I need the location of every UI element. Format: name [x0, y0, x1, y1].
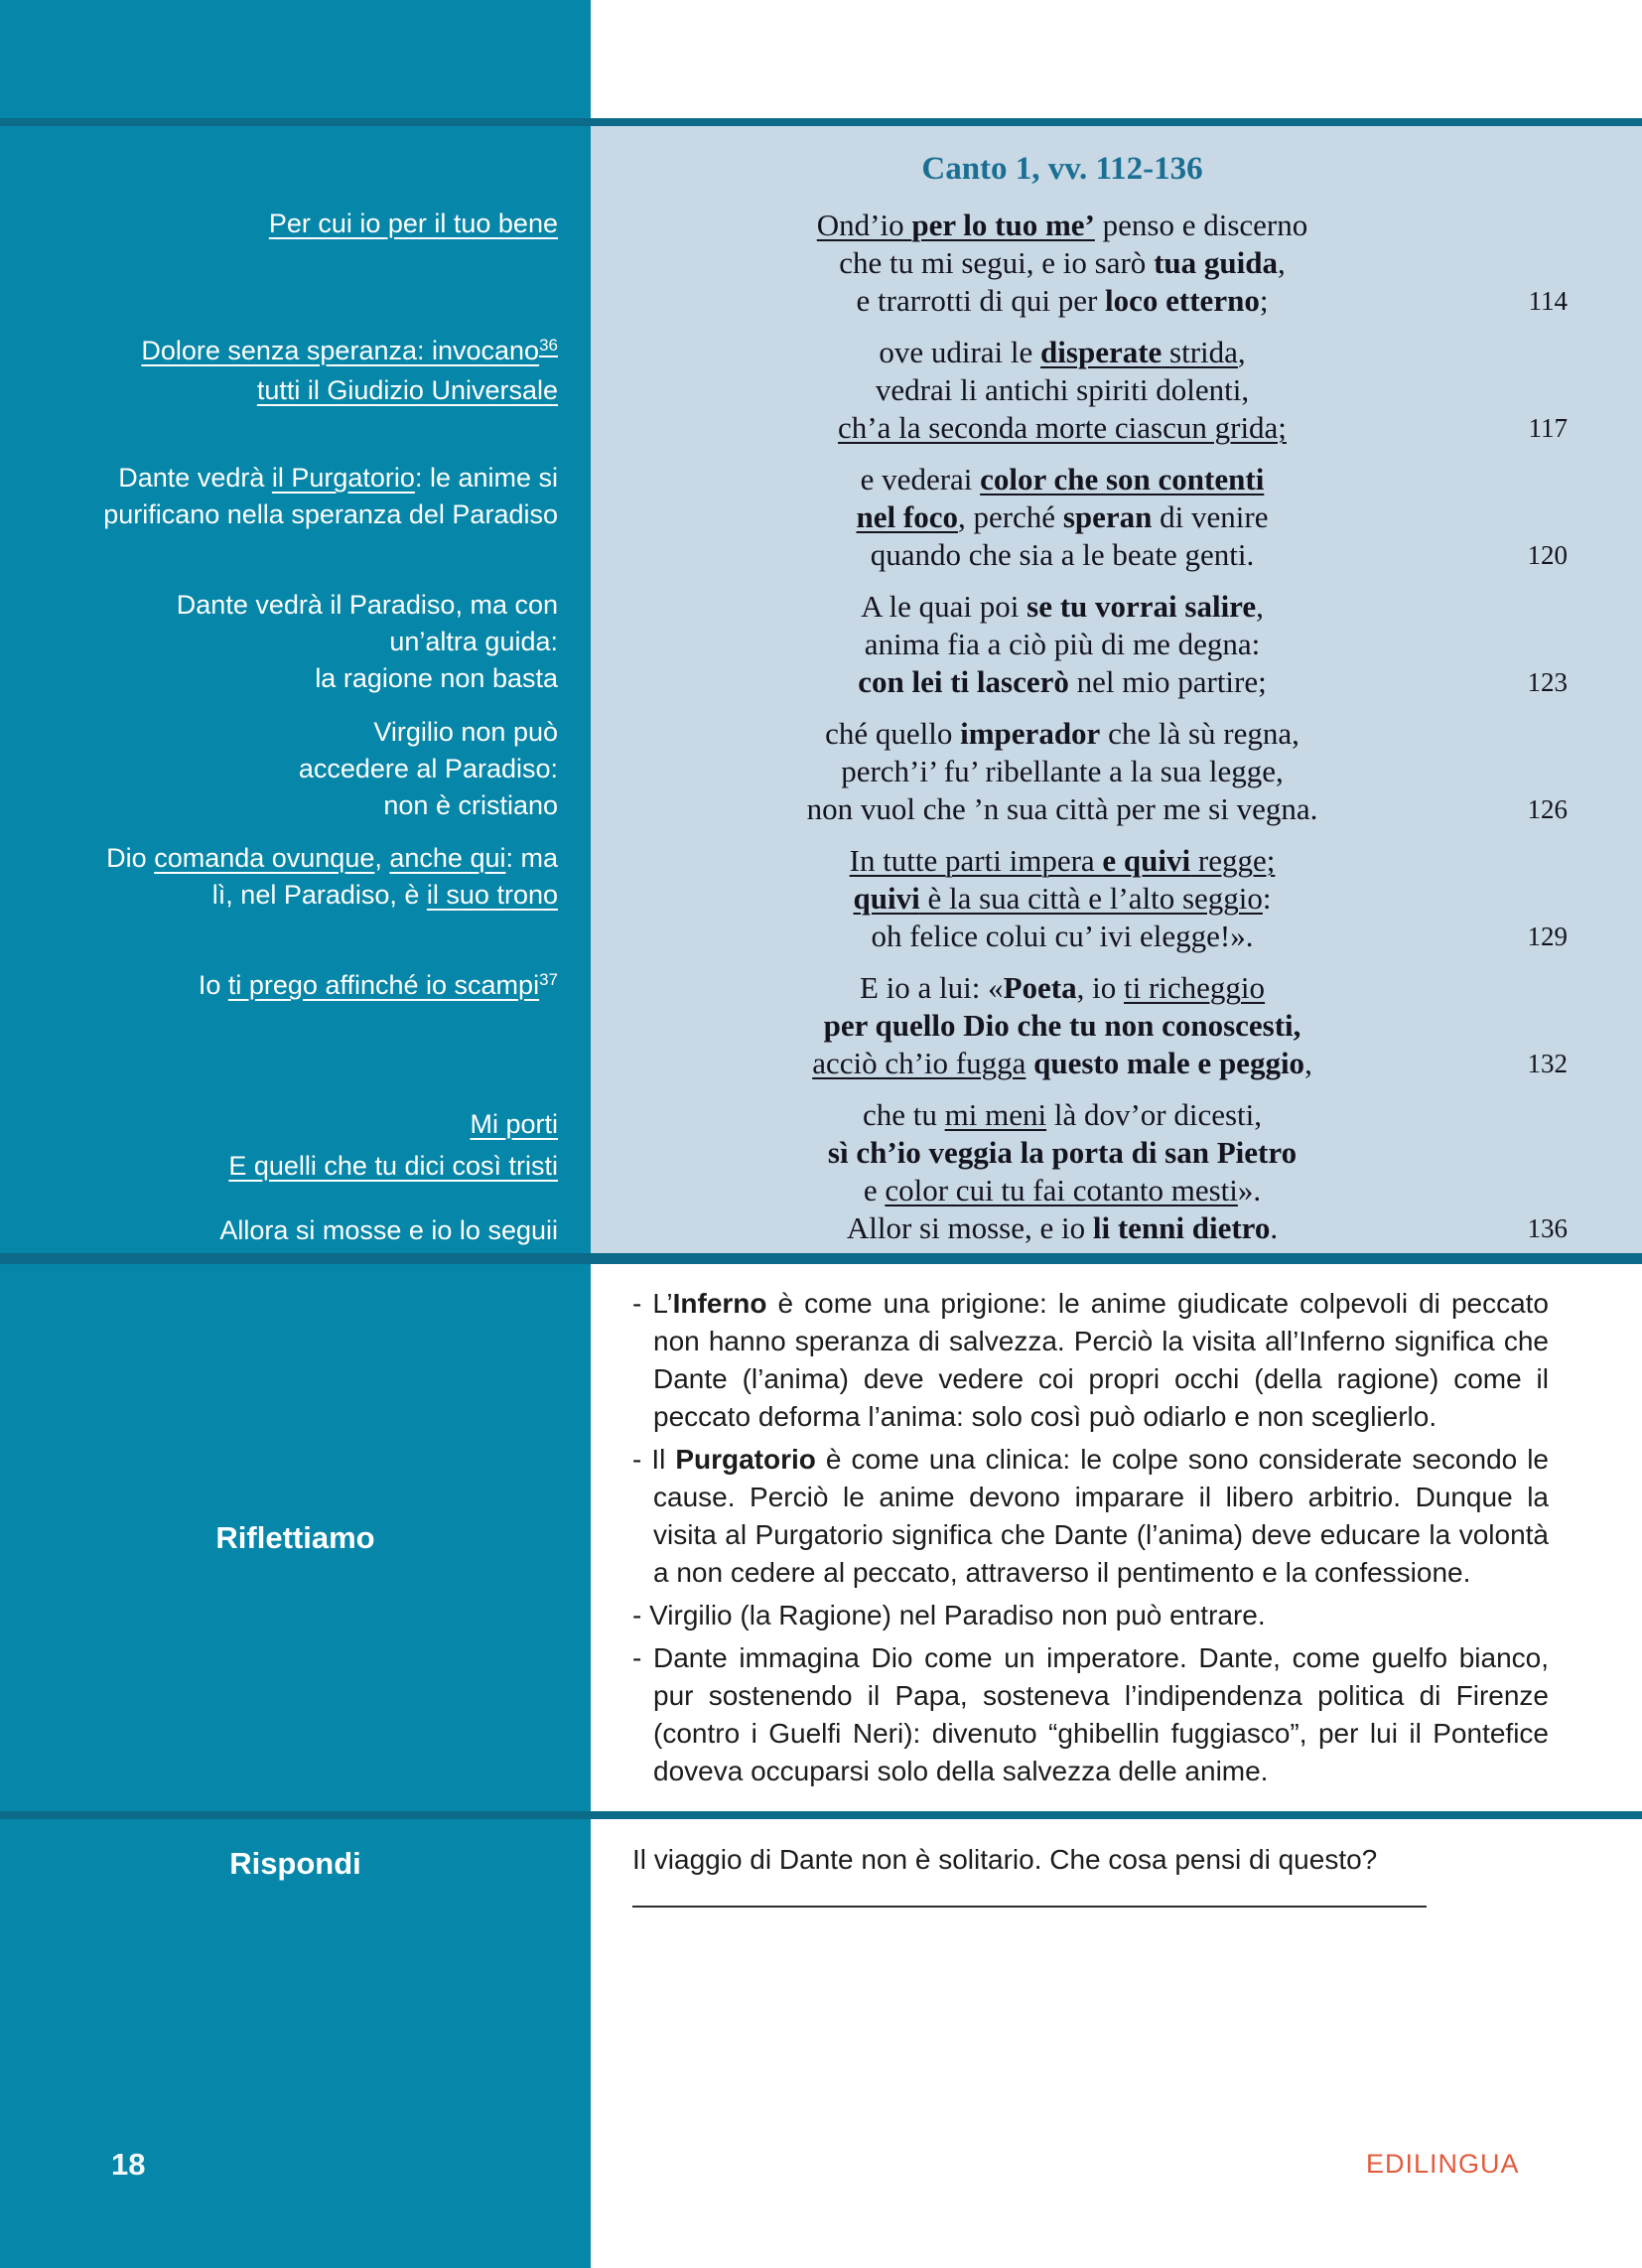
text-segment: tua guida [1154, 245, 1278, 280]
text-segment: Mi porti [470, 1109, 558, 1139]
verse-line [591, 1134, 1534, 1172]
sidebar-paraphrase-line [40, 333, 558, 372]
text-segment: che là sù regna, [1100, 716, 1300, 751]
text-segment: , [1277, 245, 1286, 280]
answer-write-line [632, 1906, 1427, 1908]
verse-line [591, 244, 1534, 282]
verse-line [591, 536, 1534, 574]
verse-line [591, 282, 1534, 320]
text-segment: anima fia a ciò più di me degna: [864, 627, 1261, 661]
text-segment [1026, 1046, 1033, 1080]
riflettiamo-bullet: - Il Purgatorio è come una clinica: le colpe sono considerate secondo le cause. Perciò le anime devono imparare il libero arbitrio. Dunque la visita al Purgatorio significa che Dante (l’anima) deve educare la volontà a non cedere al peccato, attraverso il pentimento e la confessione. [632, 1444, 1550, 1588]
text-segment: , perché [957, 499, 1063, 534]
text-segment: che tu [862, 1097, 945, 1132]
text-segment: Dio [106, 843, 155, 873]
tercet [591, 842, 1568, 955]
riflettiamo-bullet: - Virgilio (la Ragione) nel Paradiso non può entrare. [632, 1600, 1266, 1630]
sidebar-paraphrase [40, 714, 558, 824]
text-segment: : le anime si [414, 463, 558, 493]
text-segment: imperador [960, 716, 1101, 751]
text-segment: , [1304, 1046, 1312, 1080]
verse-line [591, 1045, 1534, 1082]
poem-column [591, 126, 1568, 1261]
text-segment: nel mio partire; [1068, 664, 1267, 699]
text-segment: ». [1237, 1173, 1262, 1207]
tercet [591, 969, 1568, 1082]
verse-line [591, 409, 1534, 447]
text-segment: strida [1162, 335, 1238, 369]
verse-line [591, 626, 1534, 663]
text-segment: lì, nel Paradiso, è [211, 880, 427, 910]
text-segment: Dante vedrà [118, 463, 272, 493]
text-segment: acciò ch’io fugga [812, 1046, 1026, 1080]
text-segment: e trarrotti di qui per [856, 283, 1106, 318]
rispondi-divider-rule [0, 1811, 1642, 1819]
text-segment: di venire [1152, 499, 1269, 534]
riflettiamo-notes [632, 1285, 1549, 1795]
top-divider-rule [0, 118, 1642, 126]
text-segment: non vuol che ’n sua città per me si vegna. [806, 791, 1318, 826]
sidebar-paraphrase [40, 1148, 558, 1185]
verse-line [591, 715, 1534, 753]
verse-number: 126 [1527, 794, 1568, 824]
verse-line [591, 753, 1534, 790]
text-segment: accedere al Paradiso: [298, 754, 558, 783]
text-segment: ch’a la seconda morte ciascun grida; [838, 410, 1287, 445]
verse-number: 129 [1527, 921, 1568, 951]
verse-number: 123 [1527, 667, 1568, 697]
tercet [591, 1096, 1568, 1247]
text-segment: . [1270, 1210, 1279, 1245]
rispondi-label: Rispondi [229, 1846, 361, 1881]
verse-number: 120 [1527, 540, 1568, 570]
sidebar-paraphrase [40, 333, 558, 409]
riflettiamo-bullet: - L’Inferno è come una prigione: le anime giudicate colpevoli di peccato non hanno speranza di salvezza. Perciò la visita all’Inferno significa che Dante (l’anima) deve vedere coi propri occhi (della ragione) come il peccato deforma l’anima: solo così può odiarlo e non sceglierlo. [632, 1288, 1550, 1432]
text-segment: oh felice colui cu’ ivi elegge!». [871, 919, 1254, 953]
verse-line [591, 842, 1534, 880]
text-segment: Per cui io per il tuo bene [268, 209, 558, 238]
text-segment: : [1262, 881, 1272, 916]
sidebar-paraphrase-line [40, 877, 558, 914]
text-segment: che tu mi segui, e io sarò [839, 245, 1155, 280]
text-segment: A le quai poi [861, 589, 1027, 624]
sidebar-paraphrase-line [40, 587, 558, 624]
verse-number: 136 [1527, 1213, 1568, 1243]
sidebar-paraphrase [40, 587, 558, 697]
verse-number: 114 [1528, 286, 1568, 316]
text-segment: se tu vorrai salire [1026, 589, 1257, 624]
text-segment: vedrai li antichi spiriti dolenti, [875, 372, 1250, 407]
text-segment: : ma [505, 843, 558, 873]
text-segment: , [1237, 335, 1246, 369]
sidebar-paraphrase [40, 967, 558, 1007]
sidebar-paraphrase [40, 460, 558, 533]
sidebar-paraphrase-line [40, 1212, 558, 1249]
text-segment: color che son contenti [980, 462, 1265, 496]
text-segment: anche qui [389, 843, 506, 873]
sidebar-paraphrase-line [40, 372, 558, 409]
text-segment: è come una clinica: le colpe sono considerate secondo le cause. Perciò le anime devono imparare il libero arbitrio. Dunque la visita al Purgatorio significa che Dante (l’anima) deve educare la volontà a non cedere al peccato, attraverso il pentimento e la confessione. [653, 1444, 1550, 1588]
text-segment: e quivi [1102, 843, 1191, 878]
sidebar-paraphrase [40, 840, 558, 914]
verse-line [591, 1209, 1534, 1247]
verse-line [591, 1007, 1534, 1045]
text-segment: il Purgatorio [271, 463, 415, 493]
verse-line [591, 461, 1534, 498]
text-segment: Purgatorio [675, 1444, 816, 1475]
verse-line [591, 1172, 1534, 1209]
text-segment: è la sua città e l’alto seggio [919, 881, 1263, 916]
sidebar-paraphrase-line [40, 496, 558, 533]
text-segment: quivi [853, 881, 920, 916]
text-segment: nel foco [856, 499, 958, 534]
verse-line [591, 1096, 1534, 1134]
sidebar-paraphrase-line [40, 1148, 558, 1185]
sidebar-paraphrase [40, 1212, 558, 1249]
verse-line [591, 969, 1534, 1007]
tercet [591, 588, 1568, 701]
text-segment: questo male e peggio [1033, 1046, 1305, 1080]
text-segment: regge; [1190, 843, 1276, 878]
text-segment: Virgilio non può [373, 717, 558, 747]
sidebar-paraphrase-line [40, 460, 558, 496]
text-segment: la ragione non basta [315, 663, 558, 693]
text-segment: ti richeggio [1124, 970, 1266, 1005]
verse-line [591, 371, 1534, 409]
text-segment: 37 [539, 970, 558, 989]
text-segment: per quello Dio che tu non conoscesti, [823, 1008, 1301, 1043]
sidebar-paraphrase-line [40, 840, 558, 877]
text-segment: ; [1259, 283, 1269, 318]
text-segment: disperate [1040, 335, 1163, 369]
sidebar-paraphrase [40, 206, 558, 242]
text-segment: purificano nella speranza del Paradiso [103, 499, 558, 529]
riflettiamo-label: Riflettiamo [215, 1520, 375, 1555]
text-segment: , [374, 843, 390, 873]
text-segment: comanda ovunque [154, 843, 375, 873]
riflettiamo-bullet: - Dante immagina Dio come un imperatore. Dante, come guelfo bianco, pur sostenendo il Papa, sosteneva l’indipendenza politica di Firenze (contro i Guelfi Neri): divenuto “ghibellin fuggiasco”, per lui il Pontefice doveva occuparsi solo della salvezza delle anime. [632, 1642, 1549, 1786]
text-segment: tutti il Giudizio Universale [256, 375, 558, 405]
text-segment: ove udirai le [879, 335, 1041, 369]
text-segment: e vederai [860, 462, 981, 496]
text-segment: In tutte parti impera [849, 843, 1103, 878]
text-segment: Allor si mosse, e io [846, 1210, 1093, 1245]
sidebar-paraphrase-line [40, 624, 558, 660]
sidebar-paraphrase-line [40, 660, 558, 697]
text-segment: Dante immagina Dio come un imperatore. Dante, come guelfo bianco, pur sostenendo il Papa, sosteneva l’indipendenza politica di Firenze (contro i Guelfi Neri): divenuto “ghibellin fuggiasco”, per lui il Pontefice doveva occuparsi solo della salvezza delle anime. [653, 1642, 1549, 1786]
text-segment: il suo trono [426, 880, 558, 910]
text-segment: Dante vedrà il Paradiso, ma con [176, 590, 558, 620]
sidebar-paraphrase-line [40, 206, 558, 242]
sidebar-paraphrase [40, 1106, 558, 1143]
text-segment: un’altra guida: [389, 627, 558, 656]
text-segment: sì ch’io veggia la porta di san Pietro [827, 1135, 1298, 1170]
text-segment: non è cristiano [383, 790, 558, 820]
text-segment: loco etterno [1105, 283, 1260, 318]
sidebar-paraphrase-line [40, 1106, 558, 1143]
text-segment: E quelli che tu dici così tristi [228, 1151, 558, 1181]
text-segment: mi meni [944, 1097, 1047, 1132]
text-segment: li tenni dietro [1092, 1210, 1271, 1245]
text-segment: Ond’io [816, 208, 912, 242]
tercet [591, 715, 1568, 828]
sidebar-paraphrase-line [40, 714, 558, 751]
text-segment: quando che sia a le beate genti. [870, 537, 1255, 572]
text-segment: speran [1062, 499, 1153, 534]
text-segment: è come una prigione: le anime giudicate colpevoli di peccato non hanno speranza di salvezza. Perciò la visita all’Inferno significa che Dante (l’anima) deve vedere coi propri occhi (della ragione) come il peccato deforma l’anima: solo così può odiarlo e non sceglierlo. [653, 1288, 1550, 1432]
text-segment: Poeta [1003, 970, 1077, 1005]
verse-line [591, 498, 1534, 536]
text-segment: color cui tu fai cotanto mesti [885, 1173, 1238, 1207]
verse-line [591, 588, 1534, 626]
verse-line [591, 790, 1534, 828]
text-segment: , io [1076, 970, 1124, 1005]
verse-line [591, 918, 1534, 955]
tercet [591, 461, 1568, 574]
text-segment: perch’i’ fu’ ribellante a la sua legge, [841, 754, 1284, 788]
verse-number: 117 [1528, 413, 1568, 443]
text-segment: ché quello [825, 716, 961, 751]
verse-line [591, 334, 1534, 371]
text-segment: per lo tuo me’ [911, 208, 1095, 242]
text-segment: Inferno [672, 1288, 767, 1319]
verse-line [591, 663, 1534, 701]
text-segment: con lei ti lascerò [858, 664, 1069, 699]
text-segment: , [1256, 589, 1264, 624]
text-segment: Dolore senza speranza: invocano [141, 336, 540, 365]
verse-line [591, 207, 1534, 244]
sidebar-paraphrase-line [40, 967, 558, 1007]
text-segment: 36 [539, 336, 558, 354]
text-segment: Virgilio (la Ragione) nel Paradiso non può entrare. [649, 1600, 1266, 1630]
sidebar-paraphrase-line [40, 787, 558, 824]
text-segment: Allora si mosse e io lo seguii [219, 1215, 558, 1245]
rispondi-question: Il viaggio di Dante non è solitario. Che cosa pensi di questo? [632, 1844, 1378, 1875]
text-segment: Il [651, 1444, 676, 1475]
tercet [591, 334, 1568, 447]
poem-title: Canto 1, vv. 112-136 [921, 151, 1203, 187]
text-segment: là dov’or dicesti, [1046, 1097, 1263, 1132]
text-segment: ti prego affinché io scampi [227, 970, 540, 1000]
tercet [591, 207, 1568, 320]
page-number: 18 [111, 2147, 146, 2182]
text-segment: E io a lui: « [859, 970, 1004, 1005]
text-segment: penso e discerno [1094, 208, 1308, 242]
text-segment: Io [198, 970, 228, 1000]
text-segment: L’ [652, 1288, 673, 1319]
text-segment: e [863, 1173, 886, 1207]
verse-number: 132 [1527, 1049, 1568, 1078]
verse-line [591, 880, 1534, 918]
sidebar-paraphrase-line [40, 751, 558, 787]
edilingua-logo: EDILINGUA [1366, 2149, 1520, 2179]
